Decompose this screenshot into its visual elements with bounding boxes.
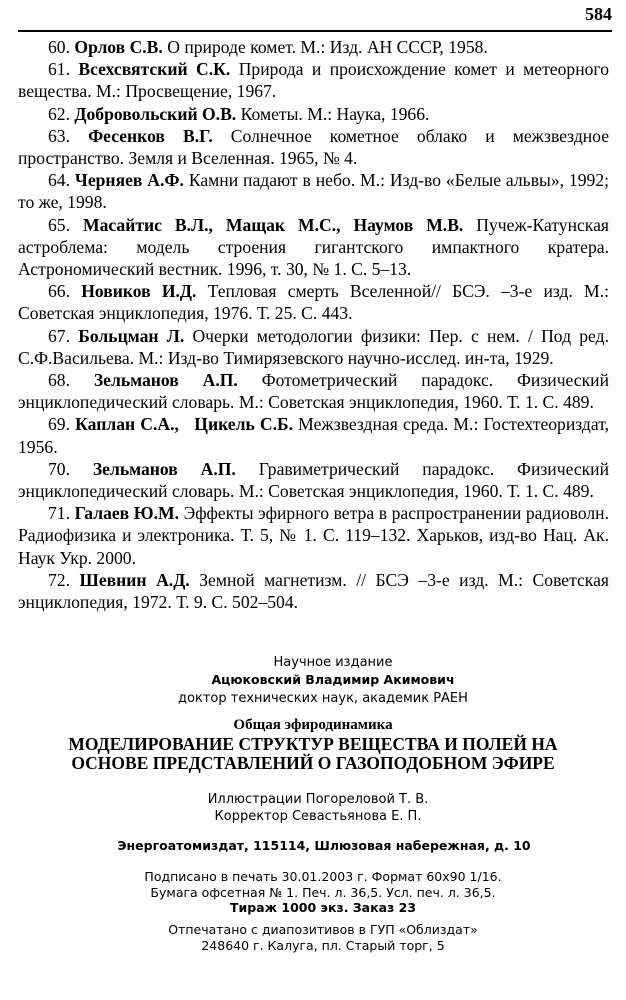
reference-author: Больцман Л. (78, 325, 185, 346)
reference-number: 69. (48, 414, 70, 435)
reference-text: Камни падают в небо. М.: Изд-во «Белые альвы», 1992; то же, 1998. (18, 170, 610, 213)
reference-author: Черняев А.Ф. (74, 170, 184, 191)
reference-item (18, 169, 609, 213)
reference-number: 64. (48, 170, 70, 191)
reference-number: 60. (48, 37, 70, 57)
reference-item (18, 569, 609, 613)
book-title-line-2: ОСНОВЕ ПРЕДСТАВЛЕНИЙ О ГАЗОПОДОБНОМ ЭФИРЕ (71, 753, 555, 773)
series-title: Общая эфиродинамика (233, 717, 393, 733)
reference-item (18, 214, 609, 281)
reference-author: Добровольский О.В. (74, 103, 237, 124)
illustrations-credit: Иллюстрации Погореловой Т. В. (207, 792, 429, 807)
reference-author: Шевнин А.Д. (79, 569, 190, 590)
book-author: Ацюковский Владимир Акимович (211, 672, 455, 687)
reference-item (18, 58, 609, 102)
printer-line-1: Отпечатано с диапозитивов в ГУП «Облиздат» (168, 921, 478, 937)
reference-author: Зельманов А.П. (93, 370, 238, 391)
reference-author: Зельманов А.П. (92, 458, 236, 479)
reference-author: Фесенков В.Г. (88, 125, 213, 146)
reference-author: Орлов С.В. (74, 37, 163, 57)
reference-text: Межзвездная среда. М.: Гостехтеориздат, 1956. (18, 414, 609, 457)
publisher-address: Энергоатомиздат, 115114, Шлюзовая набережная, д. 10 (117, 838, 531, 853)
corrector-credit: Корректор Севастьянова Е. П. (214, 809, 422, 824)
reference-item (18, 36, 609, 58)
paper-info: Бумага офсетная № 1. Печ. л. 36,5. Усл. печ. л. 36,5. (150, 884, 496, 900)
signed-for-print: Подписано в печать 30.01.2003 г. Формат 60x90 1/16. (144, 869, 502, 884)
reference-item (18, 413, 609, 457)
reference-item (18, 325, 609, 369)
reference-number: 61. (48, 59, 70, 80)
book-title-line-1: МОДЕЛИРОВАНИЕ СТРУКТУР ВЕЩЕСТВА И ПОЛЕЙ НА (68, 734, 558, 754)
printer-line-2: 248640 г. Калуга, пл. Старый торг, 5 (201, 937, 445, 953)
reference-author: Каплан С.А., Цикель С.Б. (75, 414, 294, 435)
reference-text: Солнечное кометное облако и межзвездное пространство. Земля и Вселенная. 1965, № 4. (18, 125, 610, 169)
reference-number: 63. (48, 125, 70, 146)
reference-text: Очерки методологии физики: Пер. с нем. / Под ред. С.Ф.Васильева. М.: Изд-во Тимирязевского научно-исслед. ин-та, 1929. (18, 325, 609, 368)
reference-text: Тепловая смерть Вселенной// БСЭ. –3-е изд. М.: Советская энциклопедия, 1976. Т. 25. С. 443. (18, 281, 609, 324)
reference-item (18, 125, 609, 169)
reference-list (18, 36, 609, 613)
reference-text: Фотометрический парадокс. Физический энциклопедический словарь. М.: Советская энциклопедия, 1960. Т. 1. С. 489. (18, 370, 609, 413)
reference-item (18, 280, 609, 324)
reference-author: Галаев Ю.М. (74, 503, 179, 524)
reference-item (18, 369, 609, 413)
reference-number: 67. (48, 325, 70, 346)
reference-number: 70. (48, 458, 70, 479)
reference-text: Земной магнетизм. // БСЭ –3-е изд. М.: Советская энциклопедия, 1972. Т. 9. С. 502–504. (18, 569, 609, 613)
reference-number: 68. (48, 370, 70, 391)
reference-number: 66. (48, 281, 70, 302)
reference-text: Эффекты эфирного ветра в распространении радиоволн. Радиофизика и электроника. Т. 5, № 1. С. 119–132. Харьков, изд-во Нац. Ак. Наук Укр. 2000. (18, 503, 609, 568)
reference-item (18, 103, 609, 125)
reference-number: 65. (48, 214, 70, 235)
reference-text: Природа и происхождение комет и метеорного вещества. М.: Просвещение, 1967. (18, 59, 609, 102)
reference-number: 62. (48, 103, 70, 124)
page-number: 584 (585, 4, 612, 24)
header-rule (18, 30, 612, 32)
print-run: Тираж 1000 экз. Заказ 23 (229, 900, 417, 915)
reference-item (18, 502, 609, 569)
reference-item (18, 458, 609, 502)
edition-type: Научное издание (273, 655, 393, 670)
reference-text: Пучеж-Катунская астроблема: модель строения гигантского импактного кратера. Астрономический вестник. 1996, т. 30, № 1. С. 5–13. (18, 214, 609, 280)
reference-number: 71. (48, 503, 70, 524)
reference-text: Гравиметрический парадокс. Физический энциклопедический словарь. М.: Советская энциклопедия, 1960. Т. 1. С. 489. (18, 458, 610, 502)
reference-number: 72. (48, 569, 70, 590)
reference-author: Масайтис В.Л., Мащак М.С., Наумов М.В. (82, 214, 464, 235)
reference-author: Новиков И.Д. (81, 281, 197, 302)
reference-author: Всехсвятский С.К. (78, 59, 231, 80)
imprint-block (0, 654, 626, 954)
author-degree: доктор технических наук, академик РАЕН (178, 691, 468, 706)
reference-text: Кометы. М.: Наука, 1966. (240, 103, 430, 124)
reference-text: О природе комет. М.: Изд. АН СССР, 1958. (167, 37, 488, 57)
